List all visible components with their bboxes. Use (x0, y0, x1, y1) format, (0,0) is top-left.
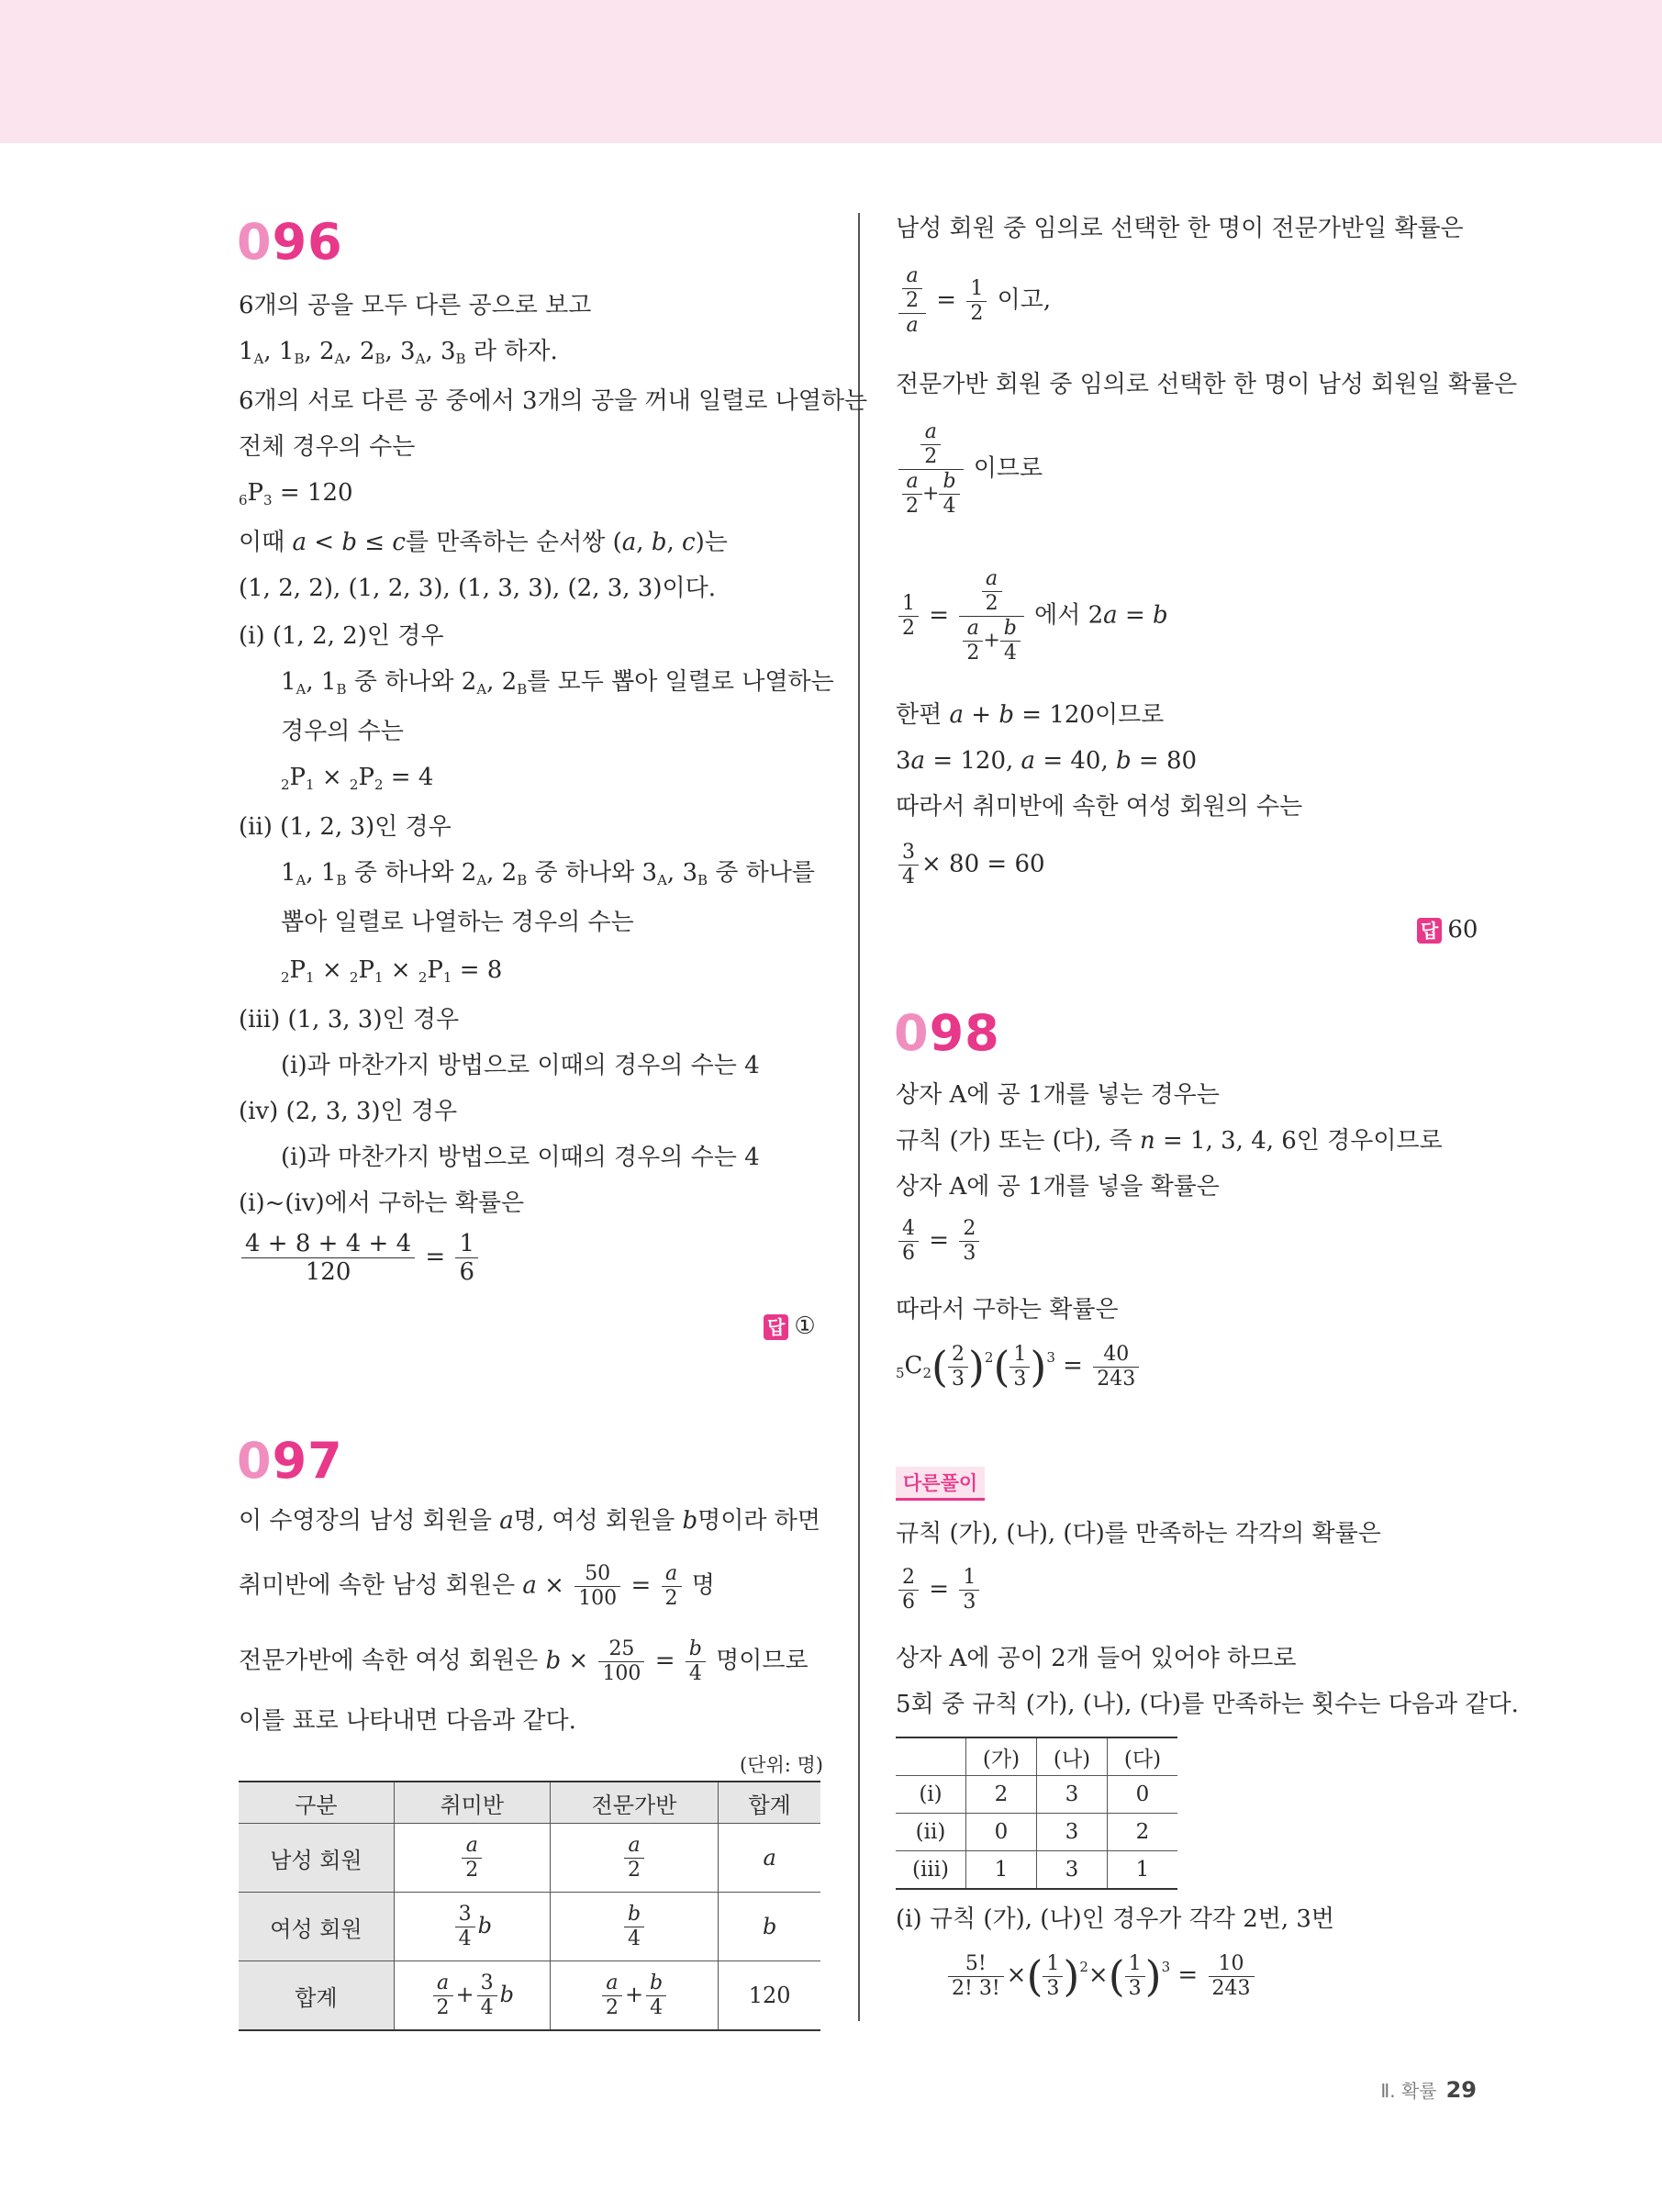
table-header: 전문가반 (550, 1782, 719, 1824)
table-cell: $\frac{a}{2}$ + $\frac{b}{4}$ (550, 1961, 719, 2031)
row-label: 합계 (239, 1961, 394, 2031)
text-line: (ⅰ)과 마찬가지 방법으로 이때의 경우의 수는 4 (281, 1052, 760, 1079)
row-label: 여성 회원 (239, 1893, 394, 1961)
text-line: 상자 A에 공이 2개 들어 있어야 하므로 (896, 1645, 1297, 1672)
table-cell: 2 (966, 1776, 1037, 1814)
section-label: Ⅱ. 확률 (1380, 2080, 1437, 2102)
problem-number-096: 096 (237, 213, 343, 271)
table-row (896, 1776, 1177, 1814)
text-line: $1_A$, $1_B$ 중 하나와 $2_A$, $2_B$ 중 하나와 $3_A$, $3_B$ 중 하나를 (281, 859, 816, 888)
probability-fraction: $\frac{a}{2}$ $\frac{a}{2}$ + $\frac{b}{4}$ 이므로 (896, 420, 1043, 519)
text-line: 따라서 구하는 확률은 (896, 1296, 1119, 1324)
text-line: 전문가반 회원 중 임의로 선택한 한 명이 남성 회원일 확률은 (896, 371, 1518, 398)
table-cell: (ⅲ) (896, 1851, 966, 1890)
text-line: 규칙 (가) 또는 (다), 즉 n = 1, 3, 4, 6인 경우이므로 (896, 1127, 1443, 1155)
equation-line: $\frac{1}{2}$ = $\frac{a}{2}$ $\frac{a}{2}$ + $\frac{b}{4}$ 에서 2a = b (896, 567, 1168, 665)
table-header: (다) (1108, 1737, 1178, 1776)
text-line: $1_A$, $1_B$ 중 하나와 $2_A$, $2_B$를 모두 뽑아 일렬로 나열하는 (281, 668, 834, 698)
probability-fraction: $\frac{4}{6}$ = $\frac{2}{3}$ (896, 1217, 982, 1266)
probability-fraction: $\frac{4 + 8 + 4 + 4}{120}$ = $\frac{1}{6}$ (239, 1230, 481, 1286)
case-heading: (ⅳ) (2, 3, 3)인 경우 (239, 1098, 458, 1125)
text-line: 6개의 서로 다른 공 중에서 3개의 공을 꺼내 일렬로 나열하는 (239, 387, 868, 415)
answer-097: 답 60 (1417, 914, 1478, 945)
text-line: 취미반에 속한 남성 회원은 a × $\frac{50}{100}$ = $\frac{a}{2}$ 명 (239, 1562, 715, 1610)
math-line: $_6P_3 = 120$ (239, 479, 353, 508)
page-footer (1380, 2076, 1477, 2103)
table-cell: $\frac{a}{2}$ (550, 1824, 719, 1893)
text-line: (ⅰ)과 마찬가지 방법으로 이때의 경우의 수는 4 (281, 1144, 760, 1171)
problem-number-098: 098 (894, 1004, 1000, 1062)
page-number: 29 (1445, 2077, 1477, 2103)
table-cell: 3 (1037, 1851, 1108, 1890)
problem-number-097: 097 (237, 1432, 343, 1490)
table-header: (나) (1037, 1737, 1108, 1776)
table-cell: 120 (719, 1961, 820, 2031)
case-heading: (ⅱ) (1, 2, 3)인 경우 (239, 813, 452, 841)
text-line: 이를 표로 나타내면 다음과 같다. (239, 1707, 576, 1735)
table-header: (가) (966, 1737, 1037, 1776)
text-line: 남성 회원 중 임의로 선택한 한 명이 전문가반일 확률은 (896, 215, 1464, 242)
table-cell: b (719, 1893, 820, 1961)
text-line: 규칙 (가), (나), (다)를 만족하는 각각의 확률은 (896, 1520, 1381, 1547)
text-line: 따라서 취미반에 속한 여성 회원의 수는 (896, 793, 1303, 821)
rule-count-table (896, 1737, 1177, 1890)
answer-096: 답 ① (764, 1311, 816, 1342)
table-cell: $\frac{a}{2}$ + $\frac{3}{4}$ b (394, 1961, 550, 2031)
text-line: 전문가반에 속한 여성 회원은 b × $\frac{25}{100}$ = $\frac{b}{4}$ 명이므로 (239, 1637, 809, 1685)
text-line: (ⅰ)~(ⅳ)에서 구하는 확률은 (239, 1190, 525, 1217)
table-cell: $\frac{a}{2}$ (394, 1824, 550, 1893)
math-line: $_2P_1 \times _2P_1 \times _2P_1 = 8$ (281, 956, 503, 986)
text-line: 이 수영장의 남성 회원을 a명, 여성 회원을 b명이라 하면 (239, 1507, 821, 1535)
table-row (896, 1851, 1177, 1890)
equation-line: $_5C_2$( $\frac{2}{3}$ )$^2$( $\frac{1}{3}$ )$^3$ = $\frac{40}{243}$ (896, 1342, 1142, 1391)
text-line: 경우의 수는 (281, 718, 404, 745)
table-header: 구분 (239, 1782, 394, 1824)
column-divider (858, 213, 860, 2021)
text-line: 상자 A에 공 1개를 넣을 확률은 (896, 1173, 1220, 1201)
equation-line: $\frac{3}{4}$ × 80 = 60 (896, 841, 1045, 889)
row-label: 남성 회원 (239, 1824, 394, 1893)
table-cell: (ⅱ) (896, 1814, 966, 1851)
text-line: 6개의 공을 모두 다른 공으로 보고 (239, 292, 592, 319)
alternative-solution-label: 다른풀이 (896, 1467, 985, 1501)
table-row (239, 1893, 820, 1961)
table-row (239, 1824, 820, 1893)
equation-line: 3a = 120, a = 40, b = 80 (896, 747, 1198, 775)
text-line: 5회 중 규칙 (가), (나), (다)를 만족하는 횟수는 다음과 같다. (896, 1691, 1519, 1718)
text-line: 한편 a + b = 120이므로 (896, 701, 1165, 729)
table-cell: 3 (1037, 1814, 1108, 1851)
table-cell: a (719, 1824, 820, 1893)
probability-fraction: $\frac{\frac{a}{2}}{a}$ = $\frac{1}{2}$ 이고, (896, 264, 1051, 338)
case-heading: (ⅰ) (1, 2, 2)인 경우 (239, 622, 444, 650)
table-cell: $\frac{3}{4}$ b (394, 1893, 550, 1961)
text-line: 상자 A에 공 1개를 넣는 경우는 (896, 1081, 1220, 1109)
table-unit: (단위: 명) (740, 1754, 823, 1776)
table-header: 취미반 (394, 1782, 550, 1824)
equation-line: $\frac{5!}{2! 3!}$ ×( $\frac{1}{3}$ )$^2$×( $\frac{1}{3}$ )$^3$ = $\frac{10}{243}$ (945, 1951, 1257, 2001)
text-line: 이때 a < b ≤ c를 만족하는 순서쌍 (a, b, c)는 (239, 529, 728, 556)
table-header (896, 1737, 966, 1776)
table-row (896, 1814, 1177, 1851)
table-cell: (ⅰ) (896, 1776, 966, 1814)
table-row (239, 1961, 820, 2031)
table-cell: 0 (966, 1814, 1037, 1851)
math-line: $_2P_1 \times _2P_2 = 4$ (281, 764, 434, 793)
table-cell: $\frac{b}{4}$ (550, 1893, 719, 1961)
table-cell: 3 (1037, 1776, 1108, 1814)
probability-fraction: $\frac{2}{6}$ = $\frac{1}{3}$ (896, 1566, 982, 1614)
top-header-band (0, 0, 1662, 143)
table-cell: 1 (966, 1851, 1037, 1890)
text-line: $1_A$, $1_B$, $2_A$, $2_B$, $3_A$, $3_B$ 라 하자. (239, 338, 558, 367)
table-cell: 1 (1108, 1851, 1178, 1890)
text-line: 뽑아 일렬로 나열하는 경우의 수는 (281, 909, 634, 936)
text-line: (1, 2, 2), (1, 2, 3), (1, 3, 3), (2, 3, 3)이다. (239, 575, 716, 602)
case-heading: (ⅰ) 규칙 (가), (나)인 경우가 각각 2번, 3번 (896, 1905, 1335, 1933)
text-line: 전체 경우의 수는 (239, 433, 416, 461)
table-cell: 2 (1108, 1814, 1178, 1851)
table-cell: 0 (1108, 1776, 1178, 1814)
case-heading: (ⅲ) (1, 3, 3)인 경우 (239, 1006, 460, 1033)
member-table (239, 1781, 820, 2031)
table-header: 합계 (719, 1782, 820, 1824)
